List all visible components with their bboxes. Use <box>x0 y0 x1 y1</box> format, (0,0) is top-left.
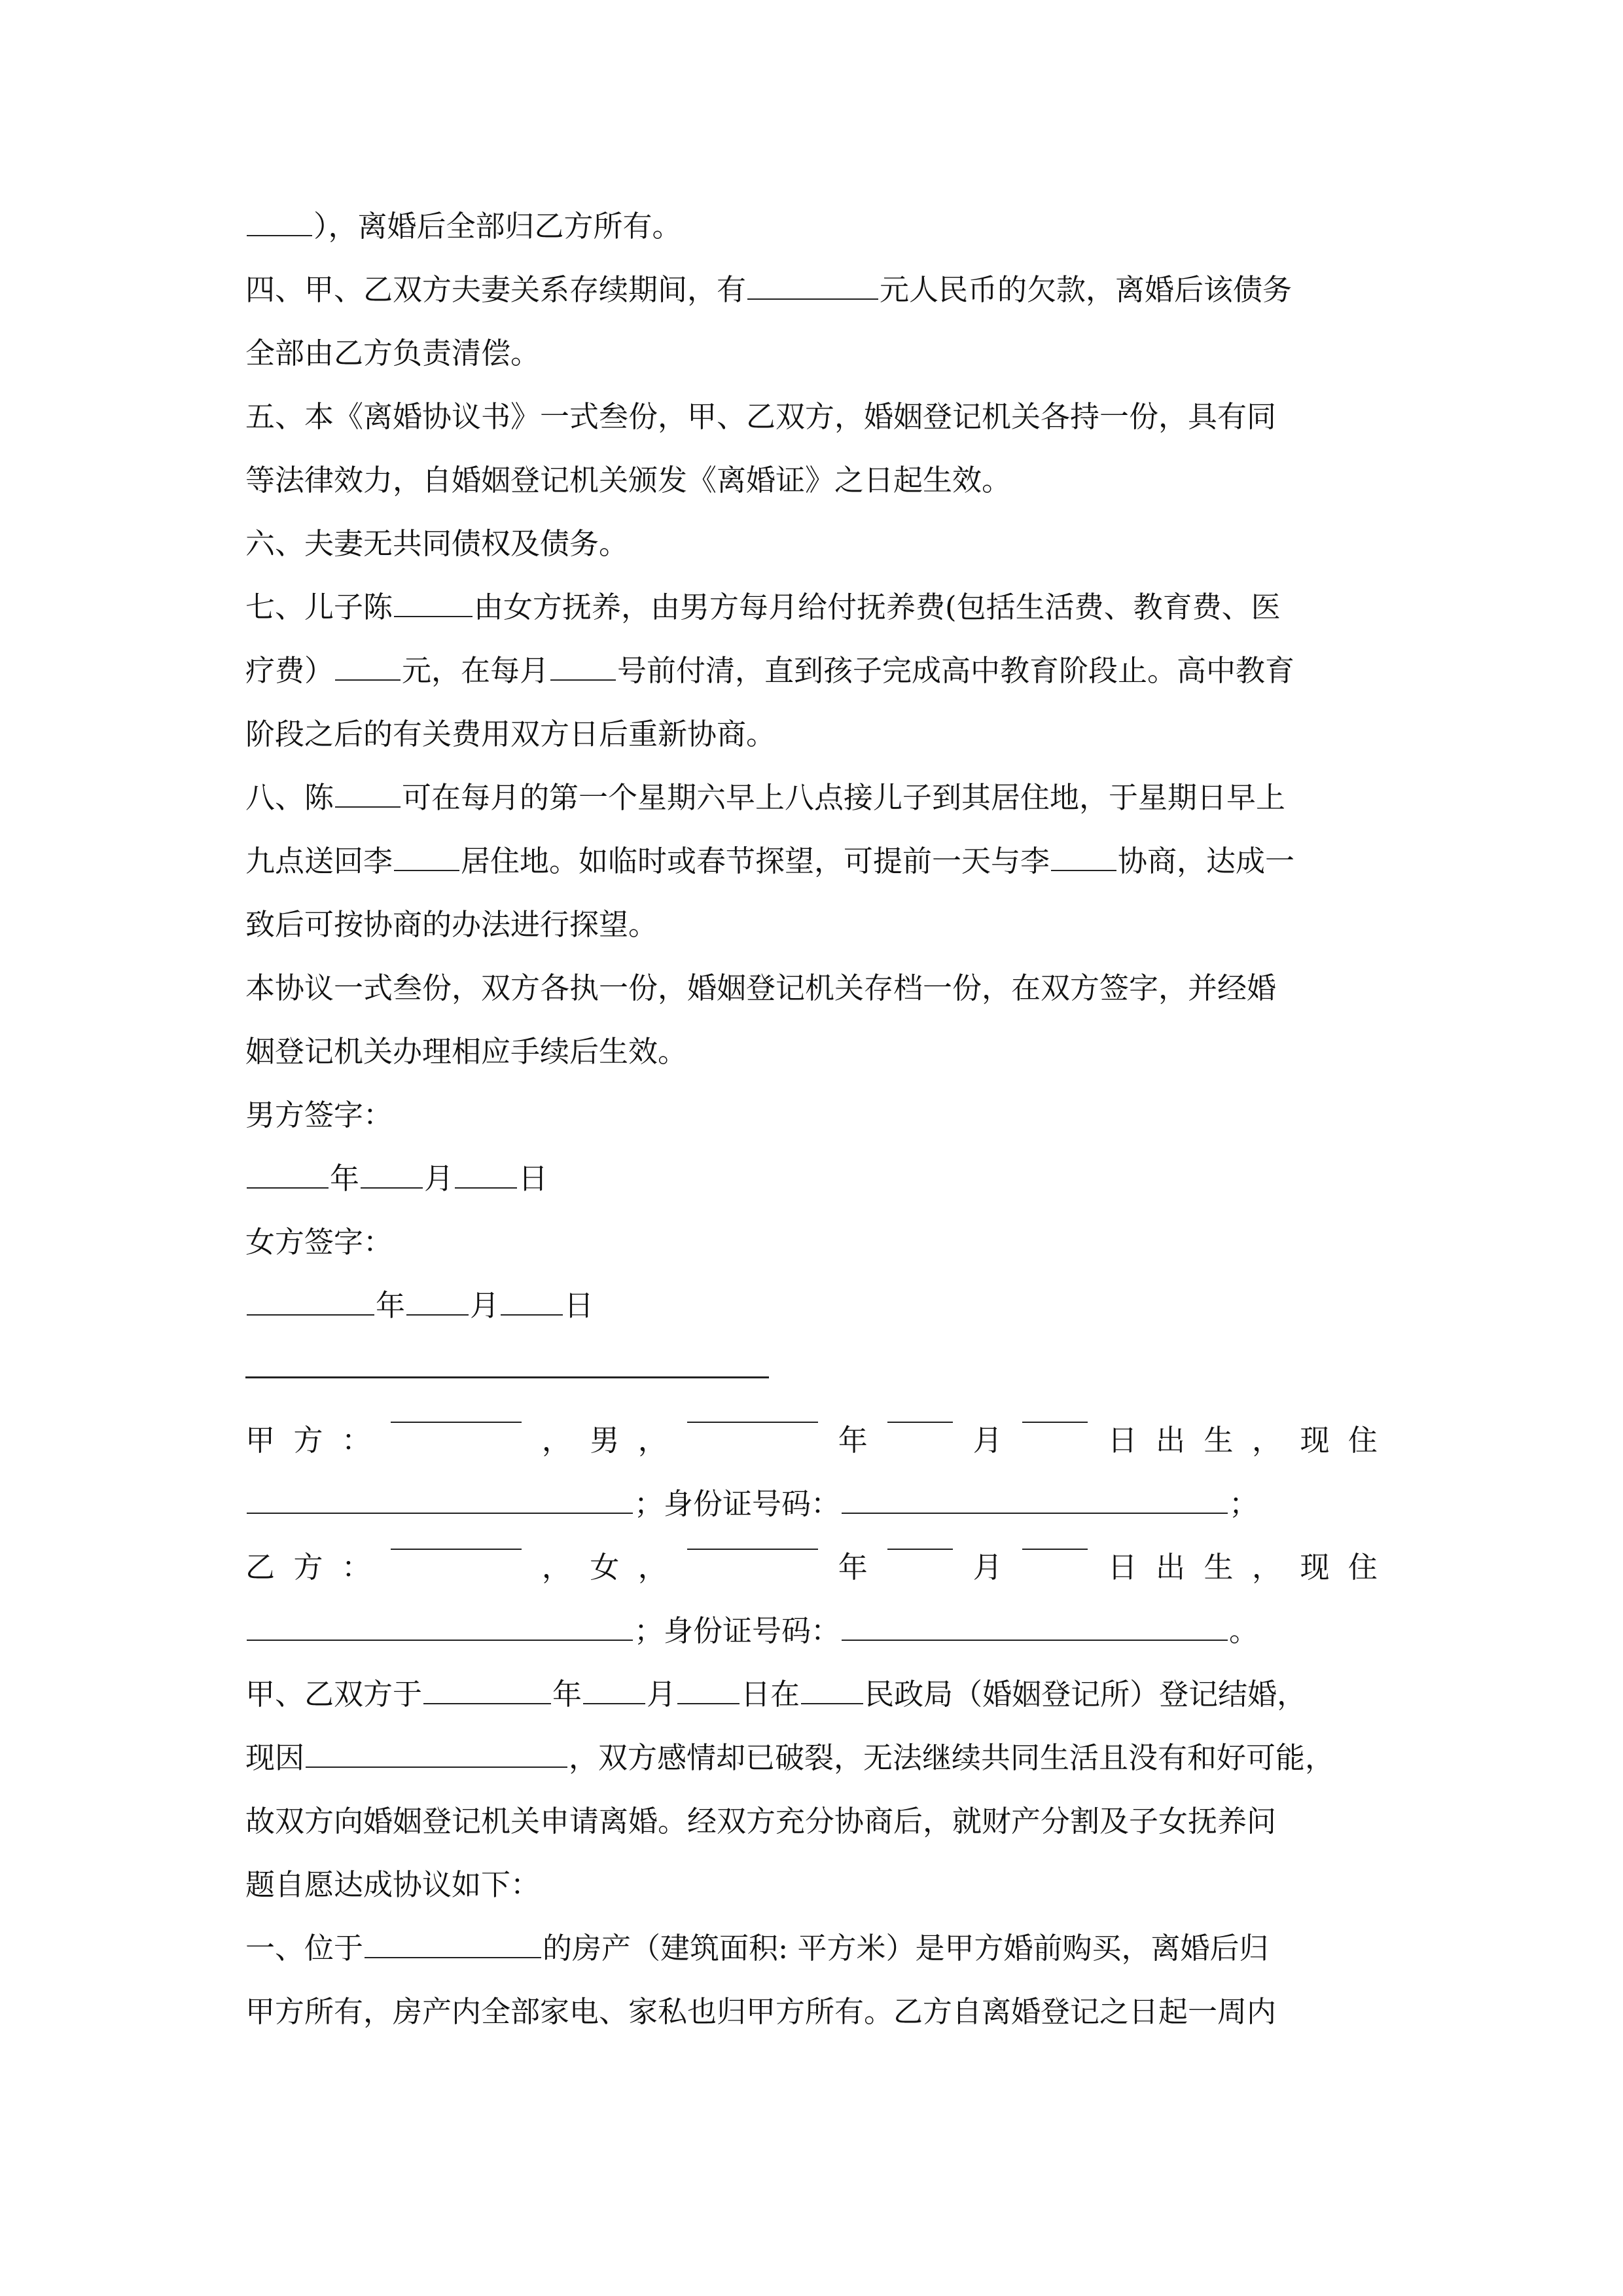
blank-field <box>677 1702 740 1704</box>
blank-field <box>455 1187 517 1189</box>
text-line: 致后可按协商的办法进行探望。 <box>245 907 658 942</box>
blank-field <box>335 806 401 808</box>
text-line: 现因 ，双方感情却已破裂，无法继续共同生活且没有和好可能， <box>245 1740 1335 1775</box>
text-line: 姻登记机关办理相应手续后生效。 <box>245 1034 688 1069</box>
text-line: 九点送回李 居住地。如临时或春节探望，可提前一天与李 协商，达成一 <box>245 844 1295 878</box>
text-line: 五、本《离婚协议书》一式叁份，甲、乙双方，婚姻登记机关各持一份，具有同 <box>245 399 1277 434</box>
female-signature-date: 年 月 日 <box>245 1286 1378 1325</box>
text-line: 故双方向婚姻登记机关申请离婚。经双方充分协商后，就财产分割及子女抚养问 <box>245 1804 1277 1839</box>
party-a-line: 甲 方 ： ， 男 ， 年 月 日 出 生 ， 现 住 <box>245 1421 1378 1460</box>
female-signature-label: 女方签字： <box>245 1225 393 1259</box>
blank-field <box>361 1187 423 1189</box>
male-signature-label: 男方签字： <box>245 1098 393 1132</box>
blank-field <box>391 1548 522 1550</box>
text-line: ），离婚后全部归乙方所有。 <box>245 207 1378 246</box>
blank-field <box>687 1421 818 1423</box>
blank-field <box>583 1702 645 1704</box>
blank-field <box>887 1548 953 1550</box>
blank-field <box>501 1314 563 1316</box>
text-line: 题自愿达成协议如下： <box>245 1867 541 1902</box>
blank-field <box>550 679 616 681</box>
blank-field <box>747 298 878 300</box>
blank-field <box>842 1639 1228 1641</box>
blank-field <box>247 1314 374 1316</box>
text-line: 甲、乙双方于 年 月 日在 民政局（婚姻登记所）登记结婚， <box>245 1677 1307 1712</box>
blank-field <box>306 1766 567 1768</box>
blank-field <box>247 1187 329 1189</box>
blank-field <box>247 234 312 236</box>
blank-field <box>391 1421 522 1423</box>
blank-field <box>1051 869 1116 871</box>
blank-field <box>801 1702 863 1704</box>
text-line: 甲方所有，房产内全部家电、家私也归甲方所有。乙方自离婚登记之日起一周内 <box>245 1994 1277 2029</box>
text-line: 八、陈 可在每月的第一个星期六早上八点接儿子到其居住地，于星期日早上 <box>245 780 1286 815</box>
section-divider <box>245 1376 769 1378</box>
text-line: 全部由乙方负责清偿。 <box>245 336 541 370</box>
blank-field <box>423 1702 551 1704</box>
blank-field <box>247 1512 633 1514</box>
blank-field <box>887 1421 953 1423</box>
blank-field <box>1022 1421 1088 1423</box>
blank-field <box>247 1639 633 1641</box>
blank-field <box>687 1548 818 1550</box>
text-line: 本协议一式叁份，双方各执一份，婚姻登记机关存档一份，在双方签字，并经婚 <box>245 971 1277 1005</box>
blank-field <box>842 1512 1228 1514</box>
blank-field <box>406 1314 469 1316</box>
text-line: 阶段之后的有关费用双方日后重新协商。 <box>245 717 776 751</box>
party-b-id-line: ；身份证号码： 。 <box>245 1611 1378 1651</box>
party-a-id-line: ；身份证号码： ； <box>245 1484 1378 1524</box>
blank-field <box>365 1956 541 1958</box>
blank-field <box>394 615 473 617</box>
party-b-line: 乙 方 ： ， 女 ， 年 月 日 出 生 ， 现 住 <box>245 1548 1378 1587</box>
male-signature-date: 年 月 日 <box>245 1159 1378 1198</box>
blank-field <box>394 869 459 871</box>
blank-field <box>1022 1548 1088 1550</box>
text-line: 四、甲、乙双方夫妻关系存续期间，有 元人民币的欠款，离婚后该债务 <box>245 272 1293 307</box>
text-line: 疗费） 元，在每月 号前付清，直到孩子完成高中教育阶段止。高中教育 <box>245 653 1295 688</box>
text-line: 等法律效力，自婚姻登记机关颁发《离婚证》之日起生效。 <box>245 463 1012 497</box>
text-line: 一、位于 的房产（建筑面积: 平方米）是甲方婚前购买，离婚后归 <box>245 1931 1269 1965</box>
text-line: 七、儿子陈 由女方抚养，由男方每月给付抚养费(包括生活费、教育费、医 <box>245 590 1281 624</box>
text-line: 六、夫妻无共同债权及债务。 <box>245 526 629 561</box>
blank-field <box>335 679 401 681</box>
